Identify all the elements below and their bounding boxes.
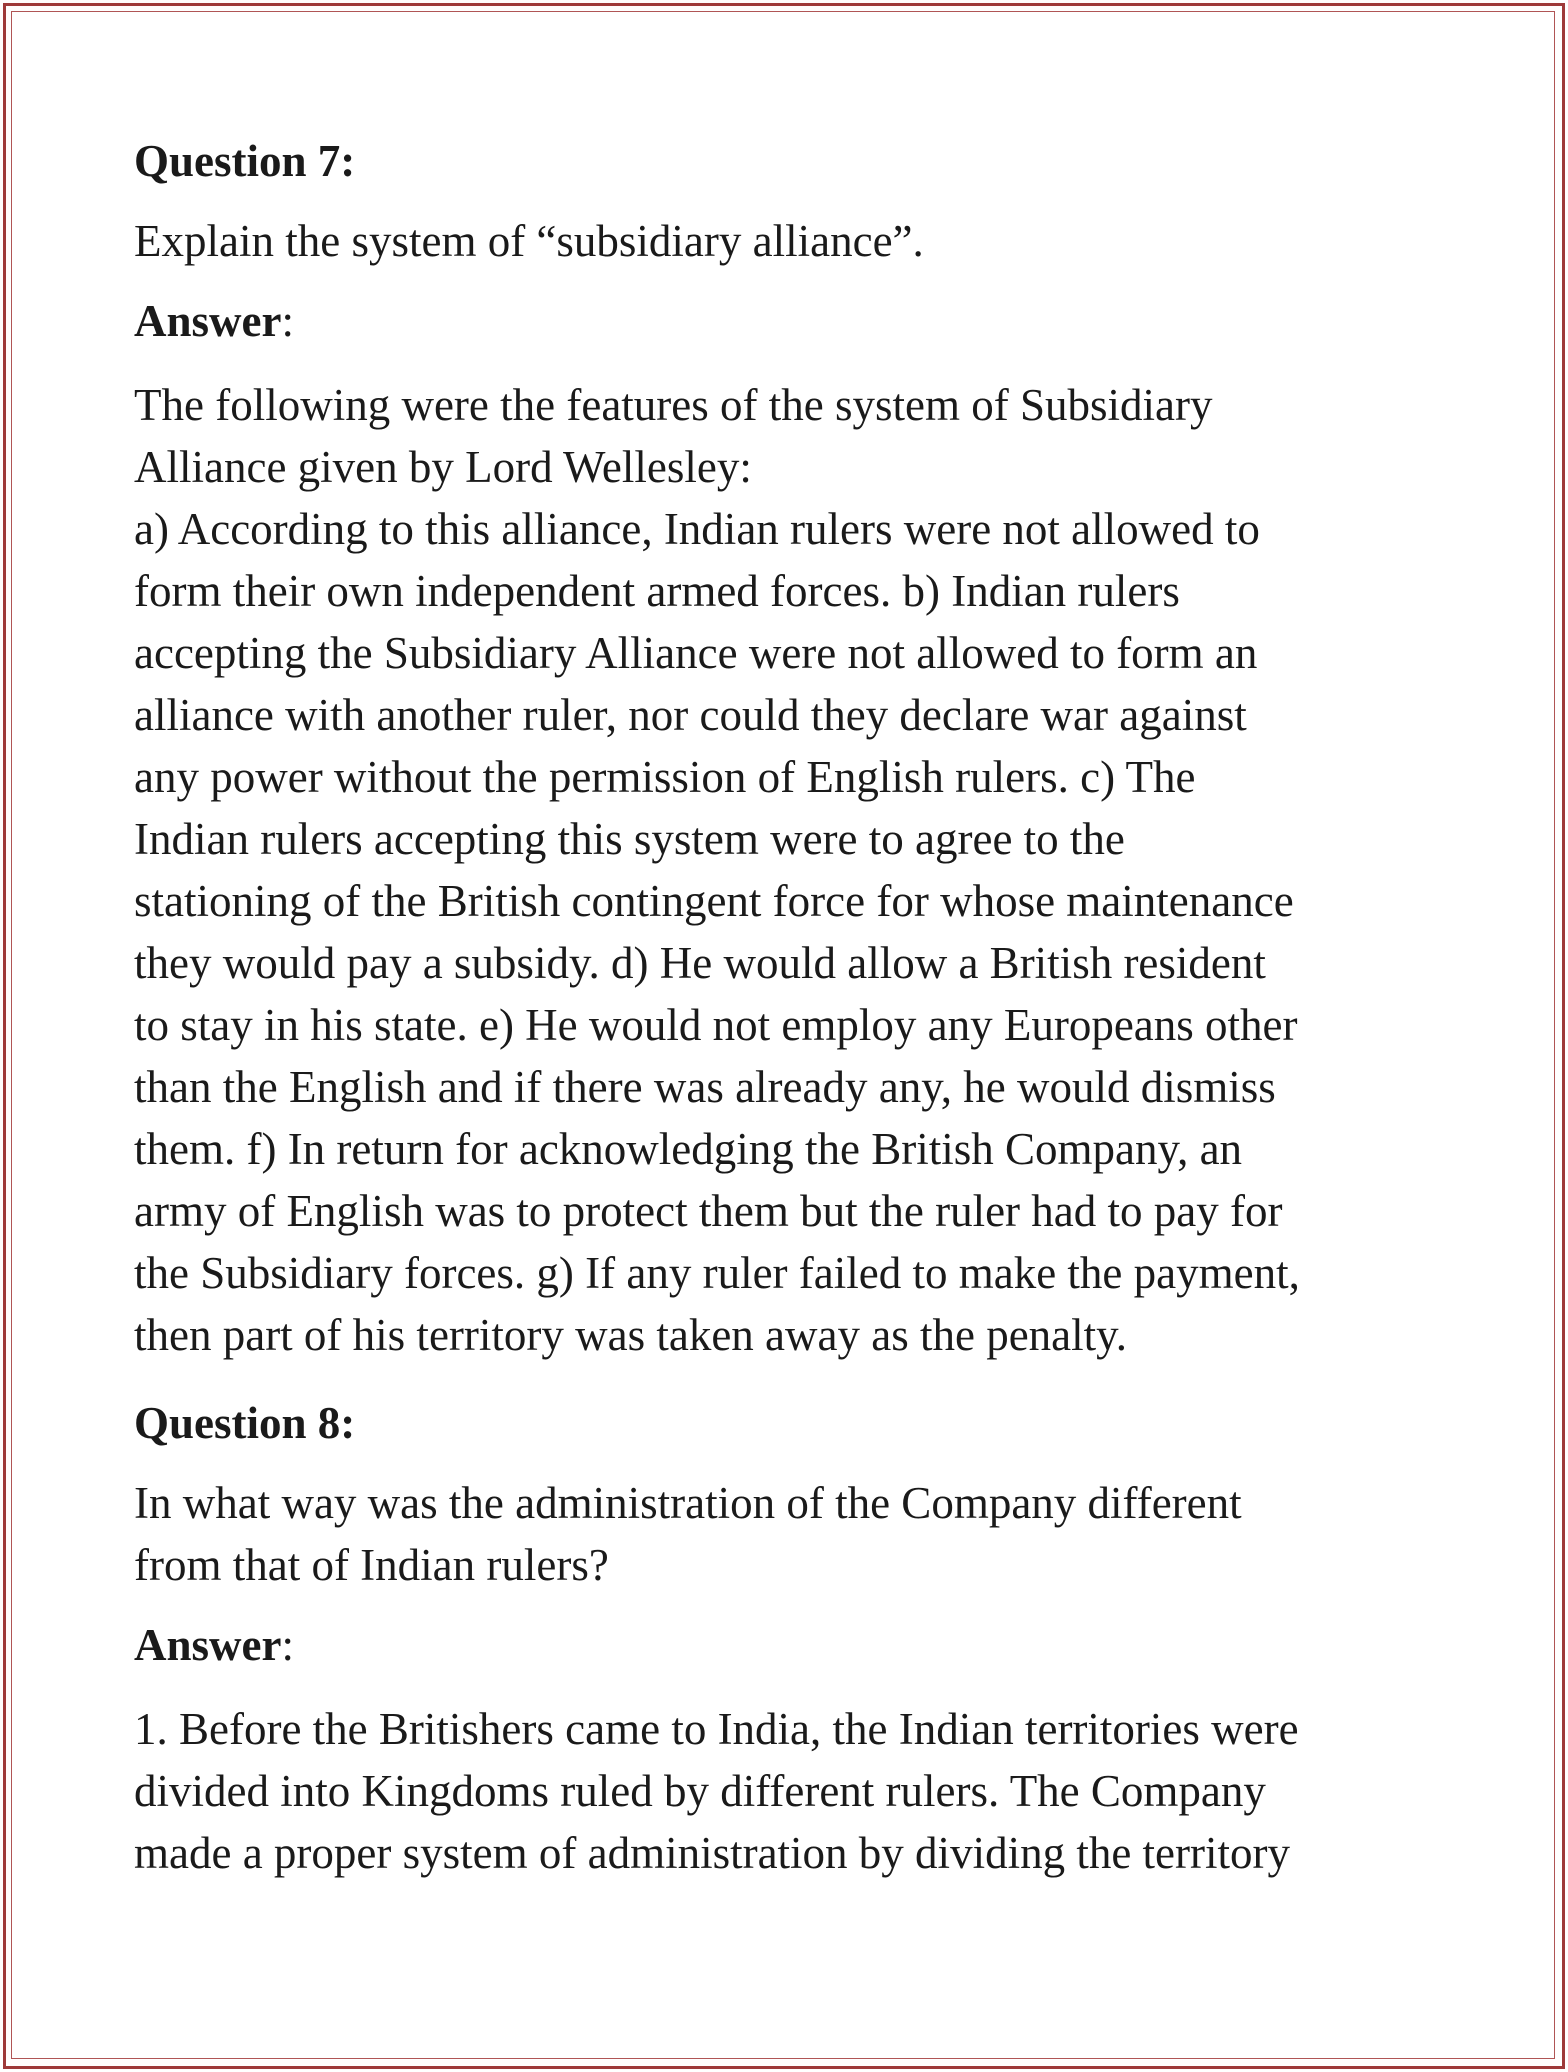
answer-line: Alliance given by Lord Wellesley: — [134, 442, 752, 492]
question-7-answer-label — [134, 290, 1454, 352]
question-7-answer-text — [134, 374, 1454, 1366]
answer-line: a) According to this alliance, Indian rulers were not allowed to — [134, 504, 1260, 554]
question-8-text — [134, 1472, 1454, 1596]
answer-line: form their own independent armed forces. b) Indian rulers — [134, 566, 1180, 616]
answer-label-colon: : — [281, 296, 294, 346]
answer-line: stationing of the British contingent force for whose maintenance — [134, 876, 1294, 926]
answer-line: accepting the Subsidiary Alliance were not allowed to form an — [134, 628, 1258, 678]
answer-line: The following were the features of the system of Subsidiary — [134, 380, 1213, 430]
answer-line: then part of his territory was taken away as the penalty. — [134, 1310, 1127, 1360]
answer-label-colon: : — [281, 1620, 294, 1670]
answer-line: army of English was to protect them but the ruler had to pay for — [134, 1186, 1283, 1236]
question-8-answer-text — [134, 1698, 1454, 1884]
question-line: from that of Indian rulers? — [134, 1540, 609, 1590]
answer-line: divided into Kingdoms ruled by different rulers. The Company — [134, 1766, 1266, 1816]
answer-label-bold: Answer — [134, 296, 282, 346]
answer-line: Indian rulers accepting this system were to agree to the — [134, 814, 1125, 864]
question-8-heading: Question 8: — [134, 1398, 356, 1448]
question-line: In what way was the administration of the Company different — [134, 1478, 1242, 1528]
answer-line: the Subsidiary forces. g) If any ruler failed to make the payment, — [134, 1248, 1300, 1298]
answer-label-bold: Answer — [134, 1620, 282, 1670]
document-body — [134, 130, 1454, 1884]
answer-line: they would pay a subsidy. d) He would allow a British resident — [134, 938, 1266, 988]
answer-line: to stay in his state. e) He would not employ any Europeans other — [134, 1000, 1298, 1050]
answer-line: 1. Before the Britishers came to India, the Indian territories were — [134, 1704, 1299, 1754]
question-8-answer-label — [134, 1614, 1454, 1676]
answer-line: made a proper system of administration by dividing the territory — [134, 1828, 1290, 1878]
answer-line: any power without the permission of English rulers. c) The — [134, 752, 1196, 802]
question-7-heading: Question 7: — [134, 136, 356, 186]
answer-line: them. f) In return for acknowledging the British Company, an — [134, 1124, 1243, 1174]
answer-line: alliance with another ruler, nor could they declare war against — [134, 690, 1247, 740]
answer-line: than the English and if there was already any, he would dismiss — [134, 1062, 1276, 1112]
question-7-text: Explain the system of “subsidiary alliance”. — [134, 216, 924, 266]
